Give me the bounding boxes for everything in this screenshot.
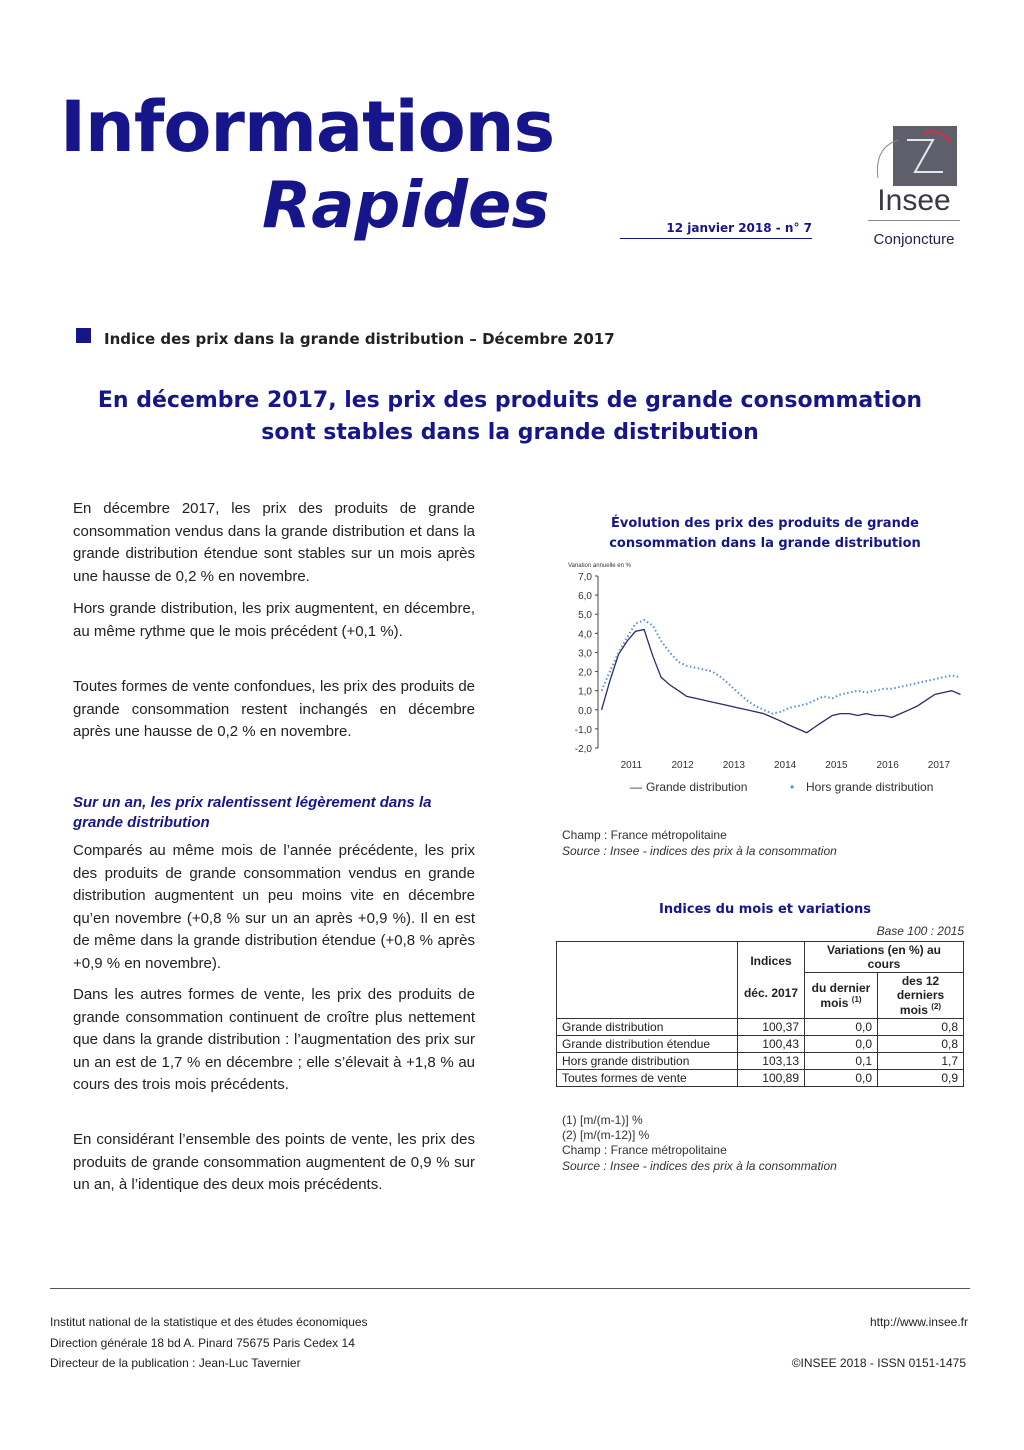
series-line-1 — [602, 630, 961, 733]
chart-source: Source : Insee - indices des prix à la consommation — [562, 844, 837, 858]
row-var-12m: 0,8 — [878, 1019, 964, 1036]
table-head-last-month-label: du dernier mois — [811, 981, 871, 1010]
table-row — [557, 1019, 964, 1036]
y-tick-label: 4,0 — [578, 629, 592, 641]
x-tick-label: 2014 — [774, 760, 797, 771]
table-head-indices — [738, 942, 805, 1019]
row-var-1m: 0,0 — [805, 1019, 878, 1036]
table-head-variations: Variations (en %) au cours — [805, 942, 964, 973]
chart-champ: Champ : France métropolitaine — [562, 828, 727, 842]
insee-logo-icon — [893, 126, 957, 186]
row-var-12m: 1,7 — [878, 1053, 964, 1070]
y-tick-label: 0,0 — [578, 705, 592, 717]
footer-director: Directeur de la publication : Jean-Luc Tavernier — [50, 1356, 301, 1370]
paragraph-3: Toutes formes de vente confondues, les prix des produits de grande consommation restent inchangés en décembre après une hausse de 0,2 % en novembre. — [73, 678, 475, 740]
y-tick-label: 3,0 — [578, 648, 592, 660]
price-evolution-chart — [560, 558, 970, 803]
masthead-title-line2: Rapides — [262, 169, 550, 243]
section-paragraph-3: En considérant l’ensemble des points de vente, les prix des produits de grande consommation augmentent de 0,9 % sur un an, à l’identique des deux mois précédents. — [73, 1131, 475, 1193]
x-tick-label: 2017 — [927, 760, 951, 771]
table-row — [557, 1036, 964, 1053]
row-index: 100,89 — [738, 1070, 805, 1087]
paragraph-2: Hors grande distribution, les prix augmentent, en décembre, au même rythme que le mois précédent (+0,1 %). — [73, 600, 475, 640]
chart-title: Évolution des prix des produits de grande consommation dans la grande distribution — [609, 516, 921, 551]
series-line-2 — [602, 620, 961, 714]
row-var-12m: 0,9 — [878, 1070, 964, 1087]
x-tick-label: 2016 — [876, 760, 899, 771]
table-note-1: (1) [m/(m-1)] % — [562, 1113, 643, 1127]
y-tick-label: -2,0 — [574, 744, 592, 755]
section-heading: Sur un an, les prix ralentissent légèrement dans la grande distribution — [73, 794, 432, 831]
y-tick-label: -1,0 — [574, 724, 592, 736]
row-var-1m: 0,0 — [805, 1036, 878, 1053]
x-tick-label: 2011 — [620, 760, 643, 771]
table-source: Source : Insee - indices des prix à la consommation — [562, 1159, 837, 1173]
footer-address: Direction générale 18 bd A. Pinard 75675 Paris Cedex 14 — [50, 1336, 355, 1350]
row-index: 100,43 — [738, 1036, 805, 1053]
y-tick-label: 1,0 — [578, 686, 592, 698]
legend-symbol-2: • — [790, 780, 795, 794]
footer-copyright: ©INSEE 2018 - ISSN 0151-1475 — [791, 1356, 966, 1370]
issue-underline — [620, 238, 812, 239]
insee-logo-text: Insee — [877, 184, 951, 217]
table-head-12-months — [878, 973, 964, 1019]
insee-logo-conjoncture: Conjoncture — [873, 231, 955, 248]
table-head-12-months-label: des 12 derniers mois — [896, 974, 945, 1017]
x-tick-label: 2015 — [825, 760, 848, 771]
row-var-12m: 0,8 — [878, 1036, 964, 1053]
table-corner — [557, 942, 738, 1019]
footer-url-link[interactable]: http://www.insee.fr — [869, 1315, 968, 1329]
footer-institute: Institut national de la statistique et des études économiques — [50, 1315, 368, 1329]
masthead-title-line1: Informations — [60, 86, 555, 168]
table-note-2: (2) [m/(m-12)] % — [562, 1128, 650, 1142]
y-tick-label: 5,0 — [578, 610, 592, 622]
row-var-1m: 0,0 — [805, 1070, 878, 1087]
row-var-1m: 0,1 — [805, 1053, 878, 1070]
table-head-indices-sub: déc. 2017 — [743, 986, 799, 1000]
table-head-indices-label: Indices — [750, 954, 792, 968]
legend-label-2: Hors grande distribution — [806, 780, 934, 794]
x-tick-label: 2013 — [722, 760, 745, 771]
table-head-last-month — [805, 973, 878, 1019]
issue-date: 12 janvier 2018 - n° 7 — [666, 221, 812, 235]
row-label: Grande distribution — [557, 1019, 738, 1036]
row-index: 100,37 — [738, 1019, 805, 1036]
page-headline: En décembre 2017, les prix des produits de grande consommation sont stables dans la grande distribution — [97, 388, 923, 445]
publication-subhead: Indice des prix dans la grande distribution – Décembre 2017 — [104, 330, 615, 348]
chart-ylabel: Variation annuelle en % — [568, 563, 631, 569]
bullet-square-icon — [76, 328, 91, 343]
table-row — [557, 1070, 964, 1087]
legend-symbol-1: — — [630, 780, 642, 794]
y-tick-label: 2,0 — [578, 667, 592, 679]
y-tick-label: 7,0 — [578, 572, 592, 583]
row-label: Grande distribution étendue — [557, 1036, 738, 1053]
paragraph-1: En décembre 2017, les prix des produits de grande consommation vendus dans la grande distribution et dans la grande distribution étendue sont stables sur un mois après une hausse de 0,2 % en novembre. — [73, 500, 475, 585]
footer-divider — [50, 1288, 970, 1289]
logo-tagline-rule — [868, 220, 960, 227]
table-title: Indices du mois et variations — [659, 902, 871, 917]
section-paragraph-1: Comparés au même mois de l’année précédente, les prix des produits de grande consommation vendus en grande distribution augmentent un peu moins vite en décembre qu’en novembre (+0,8 % sur un an après +0,9 %). Il en est de même dans la grande distribution étendue (+0,8 % après +0,9 % en novembre). — [73, 842, 475, 972]
row-label: Hors grande distribution — [557, 1053, 738, 1070]
table-base: Base 100 : 2015 — [876, 924, 964, 938]
table-champ: Champ : France métropolitaine — [562, 1143, 727, 1157]
section-paragraph-2: Dans les autres formes de vente, les prix des produits de grande consommation continuent de croître plus nettement que dans la grande distribution : l’augmentation des prix sur un an est de 1,7 % en décembre ; elle s’élevait à +1,8 % au cours des trois mois précédents. — [73, 986, 475, 1093]
table-head-12-months-note: (2) — [931, 1002, 942, 1011]
indices-table — [556, 941, 964, 1087]
legend-label-1: Grande distribution — [646, 780, 748, 794]
y-tick-label: 6,0 — [578, 591, 592, 603]
table-row — [557, 1053, 964, 1070]
row-index: 103,13 — [738, 1053, 805, 1070]
logo-arc-icon — [872, 138, 902, 188]
row-label: Toutes formes de vente — [557, 1070, 738, 1087]
x-tick-label: 2012 — [671, 760, 694, 771]
table-head-last-month-note: (1) — [851, 995, 862, 1004]
